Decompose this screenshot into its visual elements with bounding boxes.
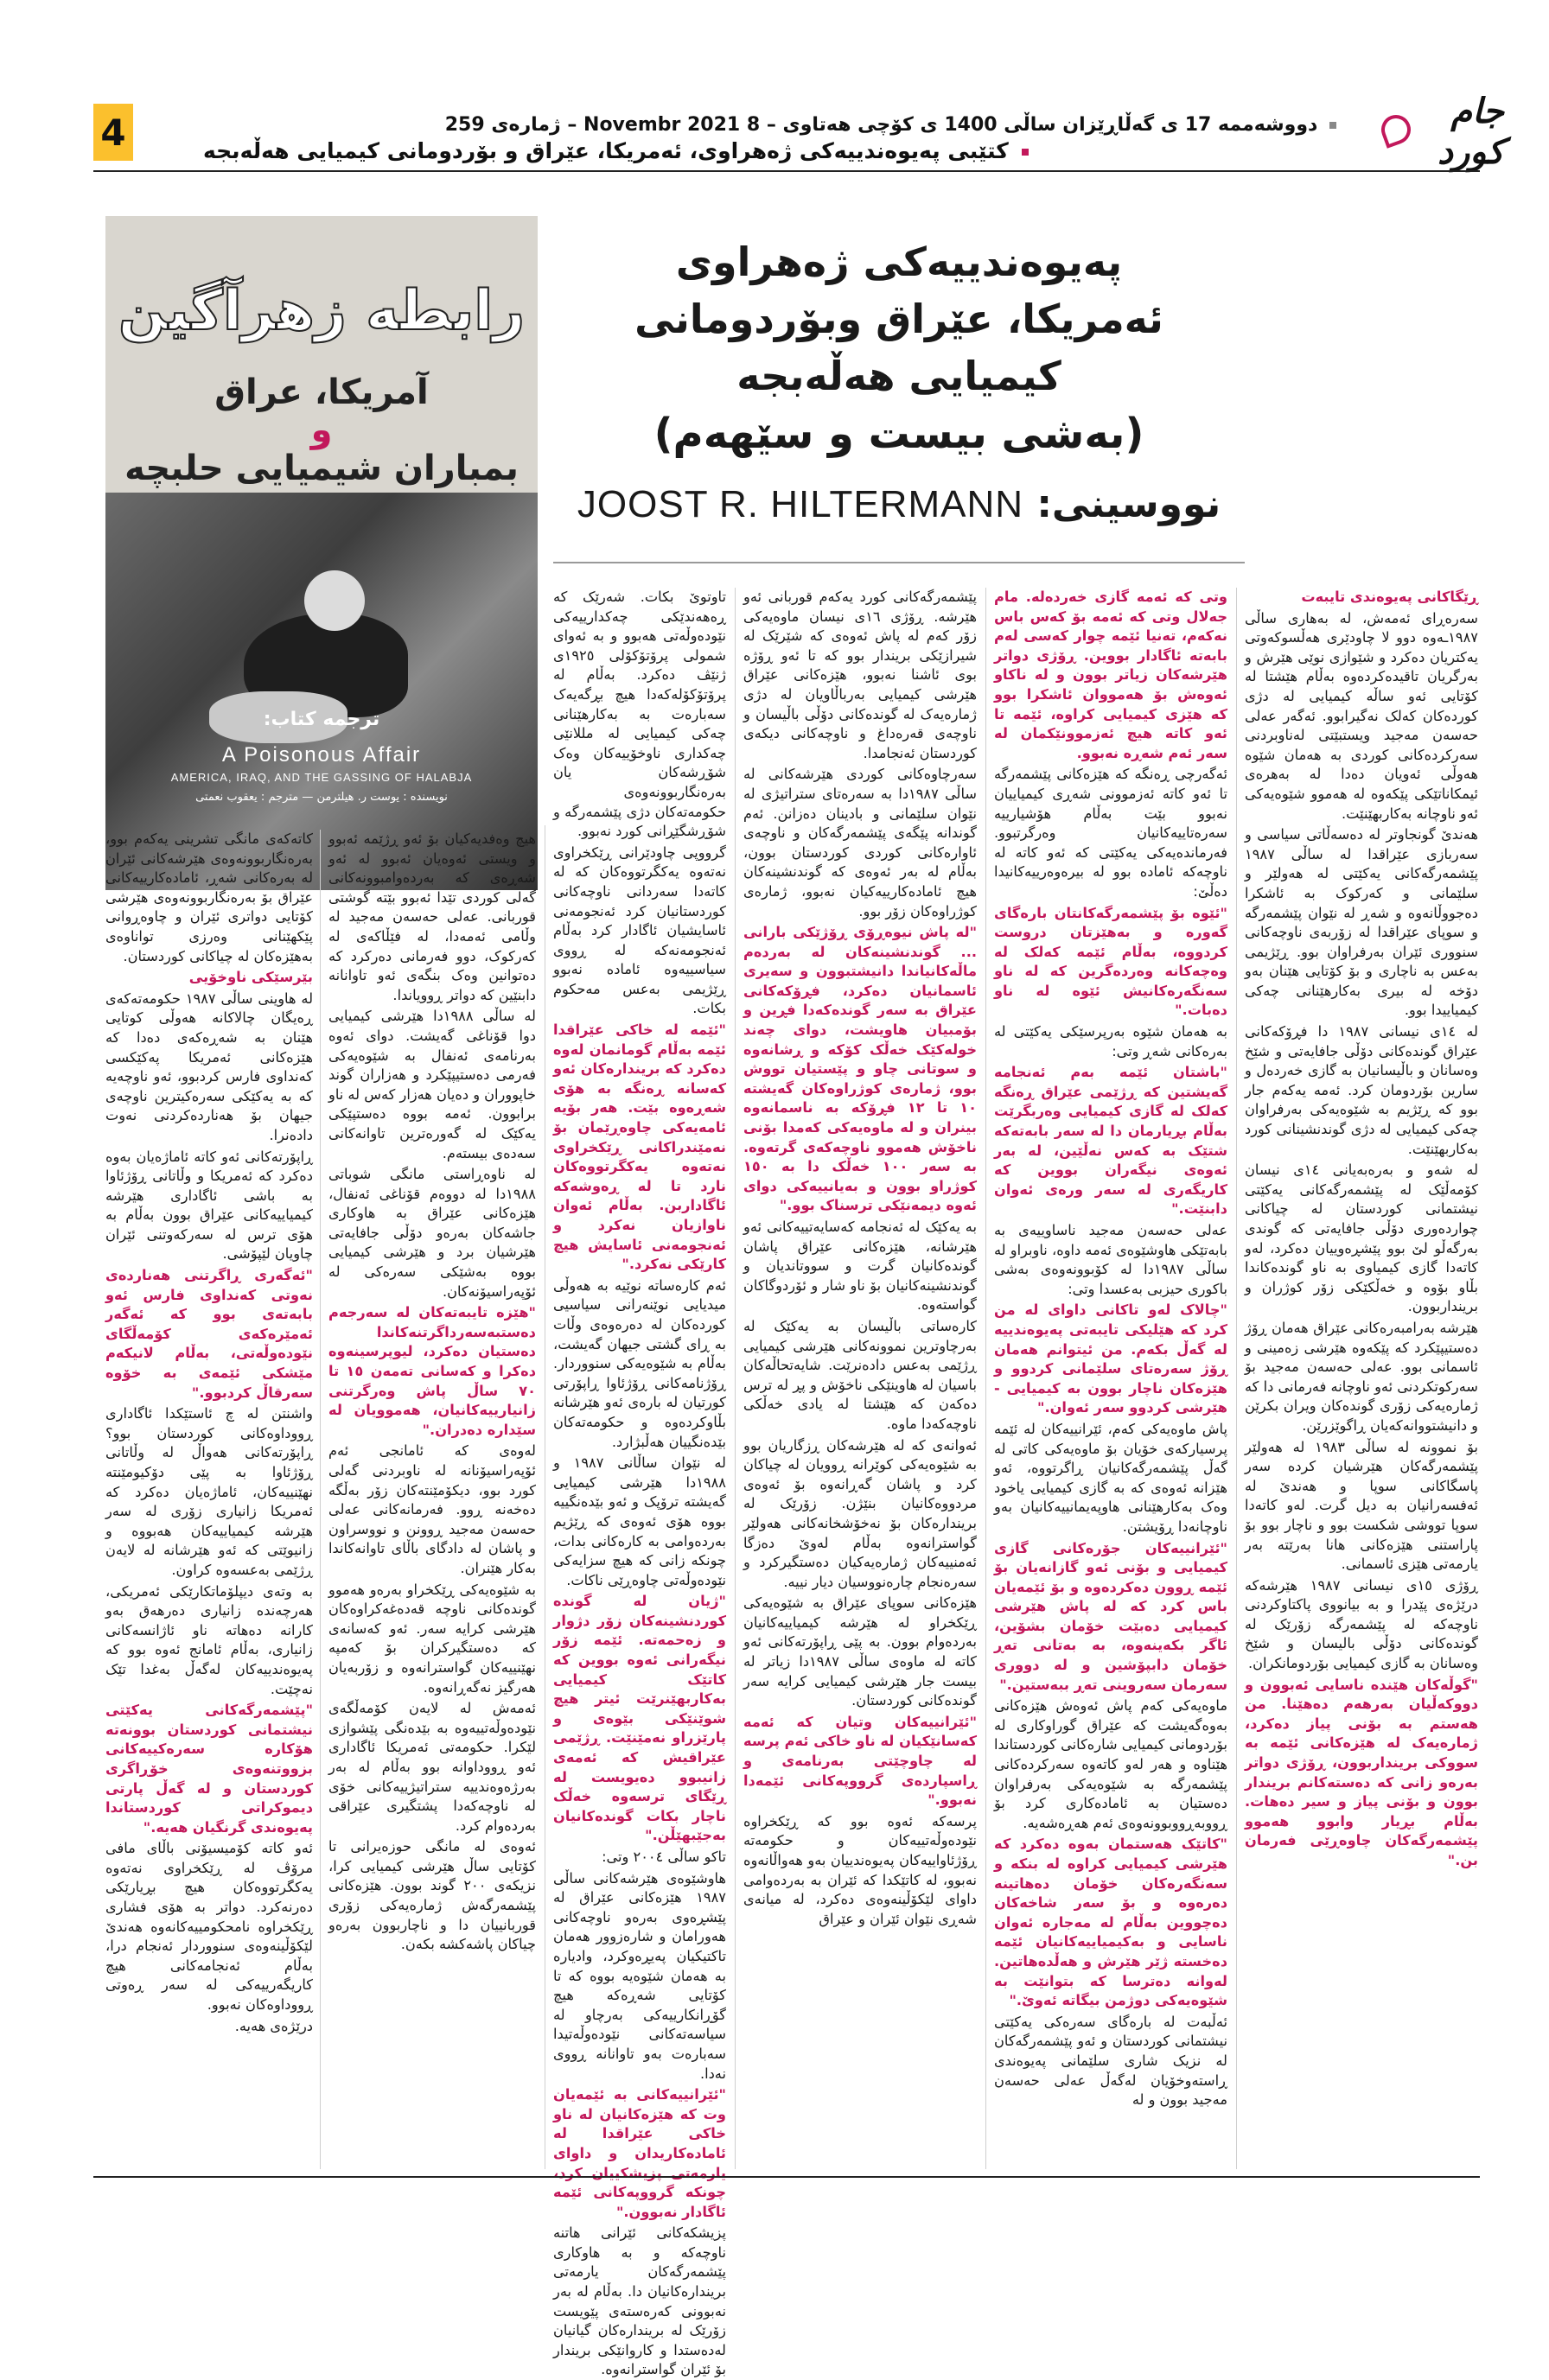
- title-line-3: (بەشی بیست و سێهەم): [653, 410, 1144, 458]
- newspaper-logo[interactable]: [1374, 91, 1504, 172]
- pull-quote: "ژیان لە گوندە کوردنشینەکان زۆر دژوار و زەحمەتە. ئێمە زۆر نیگەرانی ئەوە بووین کە کاتێک کیمیایی بەکاربهێنرێت ئیتر هیچ شوێنێکی بێوەی و پارێزراو نەمێنێت. ڕژێمی عێراقیش کە ئەمەی زانیبوو دەیویست لە ڕێگای ترسەوە خەڵک ناچار بکات گوندەکانیان بەجێبهێڵن.": [553, 1593, 726, 1844]
- body-paragraph: سەرەڕای ئەمەش، لە بەهاری ساڵی ١٩٨٧ـەوە دوو لا چاودێری هەڵسوکەوتی یەکتریان دەکرد و شێوازی نوێی هێرش و بەرگریان تاقیدەکردەوە بەڵام هێشتا لە کۆتایی ئەو ساڵە کیمیایی لە دژی کوردەکان کەلک نەگیرابوو. ئەگەر عەلی حەسەن مەجید ویستبێتی لەناوبردنی سەرکردەکانی کوردی بە هەمان شێوە هەوڵی ئەویان دەدا لە بەهرەی ئیمکاناتێکی پێکەوە لە هەموو شێوەیەکی ئەو ناوچانە بەکاربهێنێت.: [1245, 609, 1478, 822]
- cover-title: رابطه زهرآگين: [118, 279, 526, 343]
- body-paragraph: ئەوەی لە مانگی حوزەیرانی تا کۆتایی ساڵ هێرشی کیمیایی کرا، نزیکەی ٢٠٠ گوند بوون. هێزەکانی پێشمەرگەش ژمارەیەکی زۆری قوربانییان دا و ناچاربوون بەرەو چیاکان پاشەکشە بکەن.: [328, 1838, 536, 1953]
- byline: [553, 479, 1245, 531]
- article-column-2: [994, 588, 1227, 2169]
- pull-quote: "پێشمەرگەکانی یەکێتی نیشتمانی کوردستان بوونەتە هۆکارە سەرەکییەکانی بزووتنەوەی خۆڕاگری کوردستان و لە گەڵ پارتی دیموکراتی کوردستاندا پەیوەندی گرنگیان هەیە.": [105, 1702, 313, 1836]
- cover-translation-label: ترجمه كتاب:: [263, 709, 380, 730]
- pull-quote: وتی کە ئەمە گازی خەردەلە. مام جەلال وتی کە ئەمە بۆ کەس باس نەکەم، تەنیا ئێمە چوار کەسی لەم بابەتە ئاگادار بووین. ڕۆژی دواتر هێرشەکان زیاتر بوون و لە ناکاو ئەوەش بۆ هەمووان ئاشکرا بوو کە هێزی کیمیایی کراوە، ئێمە تا ئەو کاتە هیچ ئەزموونێکمان لە سەر ئەم شەڕە نەبوو.: [994, 589, 1227, 761]
- body-paragraph: ماوەیەکی کەم پاش ئەوەش هێزەکانی بەوەگەیشت کە عێراق گوراوکاری لە بۆردومانی کیمیایی شارەکانی کوردستاندا هێناوە و هەر لەو کاتەوە سەرکردەکانی پێشمەرگە بە شێوەیەکی بەرفراوان دەستیان بە ئامادەکاری کرد بۆ ڕووبەڕووبوونەوەی ئەم هەڕەشەیە.: [994, 1697, 1227, 1831]
- body-paragraph: پرسەکە ئەوە بوو کە ڕێکخراوە نێودەوڵەتییەکان و حکومەتە ڕۆژئاواییەکان پەیوەندییان بەو هەواڵانەوە نەبوو، لە کاتێکدا کە ئێران بە بەردەوامی داوای لێکۆڵینەوەی دەکرد، لە میانەی شەڕی نێوان ئێران و عێراق: [743, 1812, 977, 1927]
- title-line-2: ئەمریکا، عێراق وبۆردومانی کیمیایی هەڵەبجە: [634, 296, 1163, 399]
- cover-english-title-block: [105, 743, 538, 784]
- section-subheading: بێرسێکی ناوخۆیی: [188, 969, 313, 986]
- body-paragraph: ئەو کاتە کۆمیسیۆنی باڵای مافی مرۆڤ لە ڕێکخراوی نەتەوە یەکگرتووەکان هیچ بڕیارێکی دەرنەکرد. دواتر بە هۆی فشاری ڕێکخراوە نامحکومییەکانەوە هەندێ لێکۆڵینەوەی سنووردار ئەنجام درا، بەڵام ئەنجامەکانی هیچ کاریگەرییەکی لە سەر ڕەوتی ڕووداوەکان نەبوو.: [105, 1840, 313, 2014]
- article-title-block: [553, 216, 1245, 536]
- body-paragraph: لە نێوان ساڵانی ١٩٨٧ و ١٩٨٨دا هێرشی کیمیایی گەیشتە ترۆپک و ئەو بێدەنگییە بووە هۆی ئەوەی کە ڕێژیم بەردەوامی بە کارەکانی بدات، چونکە زانی کە هیچ سزایەکی نێودەوڵەتی چاوەڕێی ناکات.: [553, 1454, 726, 1588]
- body-paragraph: بە یەکێک لە ئەنجامە کەسایەتییەکانی ئەو هێرشانە، هێزەکانی عێراق پاشان گوندەکانیان گرت و سووتاندیان و گوندنشینەکانیان بۆ ناو شار و ئۆردوگاکان گواستەوە.: [743, 1219, 977, 1314]
- pull-quote: "گوڵەکان هێندە ناسایی ئەبوون و دووکەڵیان بەرهەم دەهێنا. من هەستم بە بۆنی پیاز دەکرد، ژمارەیەک لە هێزەکانی ئێمە بە سووکی برینداربوون، ڕۆژی دواتر بەرەو زانی کە دەستەکانم بریندار بوون و بۆنی پیاز و سیر دەهات. بەڵام بڕیار وابوو هەموو پێشمەرگەکان چاوەڕێی فەرمان بن.": [1245, 1676, 1478, 1868]
- body-paragraph: بە وتەی دیپلۆماتکارێکی ئەمریکی، هەرچەندە زانیاری دەرهەق بەو کارانە دەهاتە ناو ئاژانسەکانی زانیاری، بەڵام ئامانج ئەوە بوو کە پەیوەندییەکان لەگەڵ بەغدا تێک نەچێت.: [105, 1582, 313, 1697]
- body-paragraph: عەلی حەسەن مەجید ناساوییەی بە بابەتێکی هاوشێوەی ئەمە داوە، ناوبراو لە ساڵی ١٩٨٧دا لە کۆبوونەوەی بەشی باکوری حیزبی بەعسدا وتی:: [994, 1222, 1227, 1297]
- pull-quote: "لە پاش نیوەڕۆی ڕۆژێکی بارانی ... گوندنشینەکان لە بەردەم ماڵەکانیاندا دانیشتبوون و سەیری ئاسمانیان دەکرد، فڕۆکەکانی عێراق بە سەر گوندەکەدا فڕین و بۆمبیان هاویشت، دوای چەند خولەکێک خەڵک کۆکە و ڕشانەوە و سوتانی چاو و پێستیان تووش بوو، ژمارەی کوژراوەکان گەیشتە ١٠ تا ١٢ فڕۆکە بە ناسمانەوە بینران و لە ماوەیەکی کەمدا بۆنی ناخۆش هەموو ناوچەکەی گرتەوە. بە سەر ١٠٠ خەڵک دا بە ١٥٠ کوژراو بوون و بەیانییەکی دوای ئەوە دیمەنێکی ترسناک بوو.": [743, 924, 977, 1214]
- cover-subtitle-2: و: [310, 410, 333, 450]
- column-divider: [985, 588, 986, 2169]
- body-paragraph: درێژەی هەیە.: [234, 2017, 313, 2034]
- pull-quote: "ئێرانییەکان وتیان کە ئەمە کەسانێکیان لە ناو خاکی ئەم پرسە لە چاوچێتی بەرنامەی و ڕاسپاردەی گرووپەکانی ئێمەدا نەبوو.": [743, 1713, 977, 1809]
- body-paragraph: تاوتوێ بکات. شەرێک کە ڕەهەندێکی چەکدارییەکی نێودەوڵەتی هەبوو و بە ئەوای شمولی پرۆتۆکۆلی ١٩٢٥ی ژنێڤ دەکرد. بەڵام لە پرۆتۆکۆلەکەدا هیچ بڕگەیەک سەبارەت بە بەکارهێنانی چەکی کیمیایی لە مللانێی چەکداری ناوخۆییەکان وەک شۆڕشەکان یان بەرەنگاربوونەوەی حکومەتەکان دژی پێشمەرگە و شۆڕشگێڕانی کورد نەبوو.: [553, 589, 726, 840]
- cover-subtitle: [105, 367, 538, 493]
- running-headline: [203, 138, 1034, 163]
- body-paragraph: گرووپی چاودێرانی ڕێکخراوی نەتەوە یەکگرتووەکان کە لە کاتەدا سەردانی ناوچەکانی کوردستانیان کرد ئەنجومەنی ئاسایشیان ئاگادار کرد بەڵام ئەنجومەنەکە لە ڕووی سیاسییەوە ئامادە نەبوو ڕێژیمی بەعس مەحکوم بکات.: [553, 843, 726, 1017]
- body-paragraph: لەوەی کە ئامانجی ئەم ئۆپەراسیۆنانە لە ناوبردنی گەلی کورد بوو، دیکۆمێنتەکان زۆر بەڵگە دەخەنە ڕوو. فەرمانەکانی عەلی حەسەن مەجید ڕوونن و نووسراون و پاشان لە دادگای باڵای تاوانەکاندا بەکار هێنران.: [328, 1442, 536, 1576]
- body-paragraph: لە ناوەڕاستی مانگی شوباتی ١٩٨٨دا لە دووەم قۆناغی ئەنفال، هێزەکانی عێراق بە هاوکاری جاشەکان بەرەو دۆڵی جافایەتی هێرشیان برد و هێرشی کیمیایی بووە بەشێکی سەرەکی لە ئۆپەراسیۆنەکان.: [328, 1166, 536, 1300]
- section-subheading: ڕێگاکانی پەیوەندی تایبەت: [1301, 589, 1478, 605]
- body-paragraph: ڕۆژی ١٥ی نیسانی ١٩٨٧ هێرشەکە درێژەی پێدرا و بە بیانووی پاکتاوکردنی ناوچەکە لە پێشمەرگە زۆرێک لە گوندەکانی دۆڵی بالیسان و شێخ وەسانان بە گازی کیمیایی بۆردومانکران.: [1245, 1576, 1478, 1672]
- body-paragraph: سەرچاوەکانی کوردی هێرشەکانی لە ساڵی ١٩٨٧دا بە سەرەتای ستراتیژی لە نێوان سلێمانی و بادینان دەزانن. ئەم گوندانە پێگەی پێشمەرگەکان و ناوچەی ئاوارەکانی کوردی کوردستان بوون، بەڵام لە بەر ئەوەی کە گوندنشینەکان هیچ ئامادەکارییەکیان نەبوو، ژمارەی کوژراوەکان زۆر بوو.: [743, 766, 977, 920]
- body-paragraph: ئەمەش لە لایەن کۆمەڵگەی نێودەوڵەتییەوە بە بێدەنگی پێشوازی لێکرا. حکومەتی ئەمریکا ئاگاداری ئەو ڕووداوانە بوو بەڵام لە بەر بەرژەوەندییە ستراتیژییەکانی خۆی لە ناوچەکەدا پشتگیری عێراقی بەردەوام کرد.: [328, 1700, 536, 1834]
- cover-english-title: A Poisonous Affair: [221, 743, 422, 767]
- pull-quote: "ئەگەری ڕاگرتنی هەناردەی نەوتی کەنداوی فارس ئەو بابەتەی بوو کە ئەگەر ئەمێرەکەی کۆمەڵگای نێودەوڵەتی، بەڵام لانیکەم مێشکی ئێمەی بە خۆوە سەرقاڵ کردبوو.": [105, 1267, 313, 1401]
- body-paragraph: هەندێ گونجاوتر لە دەسەڵاتی سیاسی و سەربازی عێراقدا لە ساڵی ١٩٨٧ پێشمەرگەکانی یەکێتی لە هەولێر و سلێمانی و کەرکوک بە ئاشکرا دەجووڵانەوە و شەڕ لە نێوان پێشمەرگە و سوپای عێراقدا لە زۆربەی ناوچەکانی سنووری ئێران بەرفراوان بوو. ڕێژیمی بەعس بە ناچاری و بۆ کۆتایی هێنان بەو دۆخە لە بیری بەکارهێنانی چەکی کیمیاییدا بوو.: [1245, 826, 1478, 1019]
- body-paragraph: پاش ماوەیەکی کەم، ئێرانییەکان لە ئێمە پرسیارکەی خۆیان بۆ ماوەیەکی کاتی لە گەڵ پێشمەرگەکانیان ڕاگرتووە، ئەو هێزانە ئەوەی کە بە گازی کیمیایی یاخود وەک بەکارهێنانی هاوپەیمانییەکانیان بەو ناوچانەدا ڕۆیشتن.: [994, 1420, 1227, 1535]
- body-paragraph: کارەساتی باڵیسان بە یەکێک لە بەرچاوترین نموونەکانی هێرشی کیمیایی ڕژێمی بەعس دادەنرێت. شایەتحاڵەکان باسیان لە هاوینێکی ناخۆش و پڕ لە ترس دەکەن کە هێشتا لە یادی خەڵکی ناوچەکەدا ماوە.: [743, 1317, 977, 1432]
- cover-subtitle-3: بمباران شيميايى حلبچه: [124, 449, 519, 488]
- body-paragraph: ئەم کارەساتە نوێیە بە هەوڵی میدیایی نوێنەرانی سیاسیی کوردەکان لە دەرەوەی وڵات بە ڕای گشتی جیهان گەیشت، بەڵام بە شێوەیەکی سنووردار. ڕۆژنامەکانی ڕۆژئاوا ڕاپۆرتی کورتیان لە بارەی ئەو هێرشانە بڵاوکردەوە و حکومەتەکان بێدەنگییان هەڵبژارد.: [553, 1276, 726, 1450]
- body-paragraph: لە ١٤ی نیسانی ١٩٨٧ دا فڕۆکەکانی عێراق گوندەکانی دۆڵی جافایەتی و شێخ وەسانان و باڵیسانیان بە گازی خەردەل و سارین بۆردومان کرد. ئەمە یەکەم جار بوو کە ڕێژیم بە شێوەیەکی بەرفراوان چەکی کیمیایی لە دژی گوندنشینانی کورد بەکاربهێنێت.: [1245, 1023, 1478, 1157]
- article-column-1: [1245, 588, 1478, 2169]
- cover-subtitle-1: آمريكا، عراق: [214, 372, 429, 412]
- body-paragraph: تاکو ساڵی ٢٠٠٤ وتی:: [602, 1849, 726, 1865]
- pull-quote: "کاتێک هەستمان بەوە دەکرد کە هێرشی کیمیایی کراوە لە بنکە و سەنگەرەکان خۆمان دەهاتینە دەرەوە و بۆ سەر شاخەکان دەچووین بەڵام لە مەجارە ئەوان ناسایی و بەکیمیاییەکانیان ئێمە دەخستە ژێر هێرش و هەڵدەهاتین. لەوانە دەترسا کە بتوانێت بە شێوەیەکی دوژمن بیگاتە ئەوێ.": [994, 1836, 1227, 2009]
- body-paragraph: ئەگەرچی ڕەنگە کە هێزەکانی پێشمەرگە تا ئەو کاتە ئەزموونی شەڕی کیمیاییان نەبوو بێت بەڵام هۆشیارییە سەرەتاییەکانیان وەرگرتبوو. فەرماندەیەکی یەکێتی کە ئەو کاتە لە ناوچەکە ئامادە بوو لە بیرەوەرییەکانیدا دەڵێ:: [994, 766, 1227, 900]
- body-paragraph: لە هاوینی ساڵی ١٩٨٧ حکومەتەکەی ڕەیگان چالاکانە هەوڵی کوتایی هێنان بە شەڕەکەی دەدا کە هێزەکانی ئەمریکا پەکێکسی کەنداوی فارس کردبوو، ئەو ناوچەیە کە بە یەکێکی سەرەکیترین ناوچەی جیهان بۆ هەناردەکردنی نەوت دادەنرا.: [105, 990, 314, 1143]
- article-column-5: [328, 830, 536, 2169]
- body-paragraph: لە ساڵی ١٩٨٨دا هێرشی کیمیایی دوا قۆناغی گەیشت. دوای ئەوە بەرنامەی ئەنفال بە شێوەیەکی فەرمی دەستیپێکرد و هەزاران گوند خاپووران و دەیان هەزار کەس لە ناو برابوون. ئەمە بووە دەستپێکی یەکێک لە گەورەترین تاوانەکانی سەدەی بیستەم.: [328, 1008, 536, 1161]
- body-paragraph: پزیشکەکانی ئێرانی هاتنە ناوچەکە و بە هاوکاری پێشمەرگەکان یارمەتی بریندارەکانیان دا. بەڵام لە بەر نەبوونی کەرەستەی پێویست زۆرێک لە بریندارەکان گیانیان لەدەستدا و کاروانێکی بریندار بۆ ئێران گواسترانەوە.: [553, 2224, 726, 2378]
- dateline-text: دووشەممە 17 ی گەڵاڕێزان ساڵی 1400 ی کۆچی هەتاوی – 8 Novembr 2021 – ژمارەی 259: [444, 114, 1318, 136]
- logo-text: جام کورد: [1437, 91, 1504, 172]
- column-divider: [320, 830, 321, 2169]
- issue-dateline: [445, 114, 1342, 136]
- pull-quote: "باشتان ئێمە بەم ئەنجامە گەیشتین کە ڕژێمی عێراق ڕەنگە کەلک لە گازی کیمیایی وەربگرێت بەڵام بڕیارمان دا لە سەر بابەتەکە شتێک بە کەس نەڵێین، لە بەر ئەوەی نیگەران بووین کە کاریگەری لە سەر ورەی ئەوان دابنێت.": [994, 1064, 1227, 1218]
- footer-divider: [93, 2176, 1480, 2178]
- body-paragraph: هیچ وەفدیەکیان بۆ ئەو ڕژێمە ئەبوو و ویستی ئەوەیان ئەبوو لە ئەو شەڕەی کە بەردەوامبوونەکانی گەلی کوردی تێدا ئەبوو بێتە گوشتی قوربانی. عەلی حەسەن مەجید لە وڵامی ئەمەدا، لە فێڵاکەی لە کەرکوک، دوو فەرمانی دەرکرد کە دەتوانین وەک بنگەی ئەو تاوانانە دابنێین کە دواتر ڕوویاندا.: [328, 830, 536, 1003]
- pull-quote: "ئێرانییەکانی بە ئێمەیان وت کە هێزەکانیان لە ناو خاکی عێراقدا لە ئامادەکاریدان و داوای یارمەتی پزیشکییان کرد، چونکە گرووپەکانی ئێمە ئاگادار نەبوون.": [553, 2086, 726, 2220]
- pull-quote: "ئێرانییەکان جۆرەکانی گازی کیمیایی و بۆنی ئەو گازانەیان بۆ ئێمە ڕوون دەکردەوە و بۆ ئێمەیان باس کرد کە لە پاش هێرشی کیمیایی دەبێت خۆمان بشۆین، ئاگر بکەینەوە، بە بەتانی تەڕ خۆمان دابپۆشین و لە دووری سەرمان سەروینی تەڕ ببەستین.": [994, 1539, 1227, 1693]
- body-paragraph: هێرشە بەرامبەرەکانی عێراق هەمان ڕۆژ دەستیپێکرد کە پێکەوە هێرشی زەمینی و ئاسمانی بوو. عەلی حەسەن مەجید بۆ سەرکوتکردنی ئەو ناوچانە فەرمانی دا کە ژمارەیەکی زۆری گوندەکان ویران بکرێن و دانیشتووانەکەیان ڕاگوێزرێن.: [1245, 1319, 1478, 1434]
- title-divider: [553, 562, 1245, 563]
- cover-english-subtitle: AMERICA, IRAQ, AND THE GASSING OF HALABJA: [170, 771, 473, 784]
- body-paragraph: ڕاپۆرتەکانی ئەو کاتە ئاماژەیان بەوە دەکرد کە ئەمریکا و وڵاتانی ڕۆژئاوا بە باشی ئاگاداری هێرشە کیمیاییەکانی عێراق بوون بەڵام بە هۆی ترس لە سەرکەوتنی ئێران چاویان لێپۆشی.: [105, 1148, 313, 1263]
- bullet-icon: [1022, 149, 1029, 156]
- body-paragraph: بە هەمان شێوە بەرپرسێکی یەکێتی لە بەرەکانی شەڕ وتی:: [994, 1023, 1227, 1060]
- photo-figure: [304, 570, 365, 631]
- page-number: 4: [93, 104, 133, 161]
- body-paragraph: هێزەکانی سوپای عێراق بە شێوەیەکی ڕێکخراو لە هێرشە کیمیاییەکانیان بەردەوام بوون. بە پێی ڕاپۆرتەکانی ئەو کاتە لە ماوەی ساڵی ١٩٨٧دا زیاتر لە بیست جار هێرشی کیمیایی کرایە سەر گوندەکانی کوردستان.: [743, 1594, 977, 1709]
- body-paragraph: واشنتن لە چ ئاستێکدا ئاگاداری ڕووداوەکانی کوردستان بوو؟ ڕاپۆرتەکانی هەواڵ لە وڵاتانی ڕۆژئاوا بە پێی دۆکیومێنتە نهێنییەکان، ئاماژەیان دەکرد کە ئەمریکا زانیاری زۆری لە سەر هێرشە کیمیاییەکان هەبووە و زانیوێتی کە ئەو هێرشانە لە لایەن ڕژێمی بەعسەوە کراون.: [105, 1405, 313, 1578]
- body-paragraph: لە شەو و بەرەبەیانی ١٤ی نیسان کۆمەڵێک لە پێشمەرگەکانی یەکێتی نیشتمانی کوردستان لە چیاکانی چواردەوری دۆڵی جافایەتی کە گوندی بەرگەڵو لێ بوو پێشڕەوییان دەکرد، لەو کاتەدا گازی کیمیاوی بە ناو گوندەکاندا بڵاو بۆوە و خەڵکێکی زۆر کوژران و برینداربوون.: [1245, 1161, 1479, 1315]
- column-divider: [735, 588, 736, 2169]
- pull-quote: "هێزە تایبەتەکان لە سەرجەم دەستبەسەرداگرتنەکاندا دەستیان دەکرد، لیوپرسینەوە دەکرا و کەسانی تەمەن ١٥ تا ٧٠ ساڵ پاش وەرگرتنی زانیارییەکانیان، هەموویان لە سێدارە دەدران.": [328, 1304, 537, 1438]
- cover-credits: نويسنده : يوست ر. هيلترمن — مترجم : يعقوب نعمتى: [195, 791, 448, 804]
- body-paragraph: کاتەکەی مانگی تشرینی یەکەم بوو، بەرەنگاربوونەوەی هێرشەکانی ئێران لە بەرەکانی شەڕ، ئامادەکارییەکانی عێراق بۆ بەرەنگاربوونەوەی هێرشی کۆتایی دواتری ئێران و چاوەڕوانی پێکهێنانی وەرزی تواناوەی بەهێزەکان لە چیاکانی کوردستان.: [105, 830, 313, 964]
- body-paragraph: بە شێوەیەکی ڕێکخراو بەرەو هەموو گوندەکانی ناوچە قەدەغەکراوەکان هێرشی کرایە سەر. ئەو کەسانەی کە دەستگیرکران بۆ کەمپە نهێنییەکان گواسترانەوە و زۆربەیان هەرگیز نەگەڕانەوە.: [328, 1581, 536, 1696]
- body-paragraph: ئەوانەی کە لە هێرشەکان ڕزگاریان بوو بە شێوەیەکی کوێرانە ڕوویان لە چیاکان کرد و پاشان گەڕانەوە بۆ ئەوەی مردووەکانیان بنێژن. زۆرێک لە بریندارەکان بۆ نەخۆشخانەکانی هەولێر گواسترانەوە بەڵام لەوێ دەزگا ئەمنییەکان ژمارەیەکیان دەستگیرکرد و سەرەنجام چارەنووسیان دیار نییە.: [743, 1436, 977, 1590]
- author-name: JOOST R. HILTERMANN: [577, 483, 1023, 525]
- article-column-3: [743, 588, 977, 2169]
- masthead: [0, 0, 1549, 173]
- article-column-6: [105, 830, 313, 2169]
- title-line-1: پەیوەندییەکی ژەهراوی: [675, 239, 1123, 285]
- running-headline-text: کتێبی پەیوەندییەکی ژەهراوی، ئەمریکا، عێراق و بۆردومانی کیمیایی هەڵەبجە: [203, 138, 1009, 163]
- body-paragraph: بۆ نموونە لە ساڵی ١٩٨٣ لە هەولێر پێشمەرگەکان هێرشیان کردە سەر پاسگاکانی سوپا و هەندێ لە ئەفسەرانیان بە دیل گرت. لەو کاتەدا سوپا تووشی شکست بوو و ناچار بوو بۆ پاراستنی هێزەکانی هانا بەرێتە بەر یارمەتی هێزی ئاسمانی.: [1245, 1438, 1478, 1573]
- column-divider: [1236, 588, 1237, 2169]
- body-paragraph: هاوشێوەی هێرشەکانی ساڵی ١٩٨٧ هێزەکانی عێراق لە پێشڕەوی بەرەو ناوچەکانی هەورامان و شارەزوور هەمان تاکتیکیان پەیڕەوکرد، وادیارە بە هەمان شێوەیە بووە کە تا کۆتایی شەڕەکە هیچ گۆڕانکارییەکی بەرچاو لە سیاسەتەکانی نێودەوڵەتیدا سەبارەت بەو تاوانانە ڕووی نەدا.: [553, 1869, 726, 2082]
- body-paragraph: ئەڵبەت لە بارەگای سەرەکی یەکێتی نیشتمانی کوردستان و ئەو پێشمەرگەکان لە نزیک شاری سلێمانی پەیوەندی ڕاستەوخۆیان لەگەڵ عەلی حەسەن مەجید بوون و لە: [994, 2013, 1227, 2109]
- body-paragraph: پێشمەرگەکانی کورد یەکەم قوربانی ئەو هێرشە. ڕۆژی ١٦ی نیسان ماوەیەکی زۆر کەم لە پاش ئەوەی کە شێرێک لە شیرازێکی بریندار بوو کە تا ئەو ڕۆژە بوی ئاشنا نەبوو، هێزەکانی عێراق هێرشی کیمیایی بەرباڵاویان لە دژی ژمارەیەک لە گوندەکانی دۆڵی باڵیسان و ناوچەی قەرەداغ و ناوچەکانی دیکەی کوردستان ئەنجامدا.: [743, 589, 977, 761]
- byline-label: نووسینی:: [1036, 482, 1221, 526]
- header-divider: [93, 170, 1480, 172]
- bullet-icon: [1329, 122, 1336, 129]
- book-cover-image: [105, 216, 538, 812]
- pull-quote: "ئێمە لە خاکی عێراقدا ئێمە بەڵام گومانمان لەوە دەکرد کە بریندارەکان ئەو کەسانە ڕەنگە بە هۆی شەڕەوە بێت. هەر بۆیە ئامەیەکی چاوەڕێمان بۆ نەمێندراکانی ڕێکخراوی نەتەوە یەکگرتووەکان نارد تا لە ڕەوشەکە ئاگاداربن. بەڵام ئەوان ناوازیان نەکرد و ئەنجومەنی ئاسایش هیچ کارێکی نەکرد.": [553, 1021, 726, 1273]
- pull-quote: "ئێوە بۆ پێشمەرگەکانتان بارەگای گەورە و بەهێزتان دروست کردووە، بەڵام ئێمە کەلک لە وەچەکانە وەردەگرین کە لە ناو سەنگەرەکانیش ئێوە لە ناو دەبات.": [994, 904, 1227, 1019]
- article-column-4: [553, 588, 726, 2378]
- pull-quote: "چالاک لەو تاکانی داوای لە من کرد کە هێلیکی تایبەتی پەیوەندییە لە گەڵ بکەم. من ئیتوانم هەمان ڕۆژ سەرەتای سلێمانی کردوو و هێزەکان ناچار بوون بە کیمیایی - هێرشی کردوو سەر ئەوان.": [994, 1301, 1227, 1416]
